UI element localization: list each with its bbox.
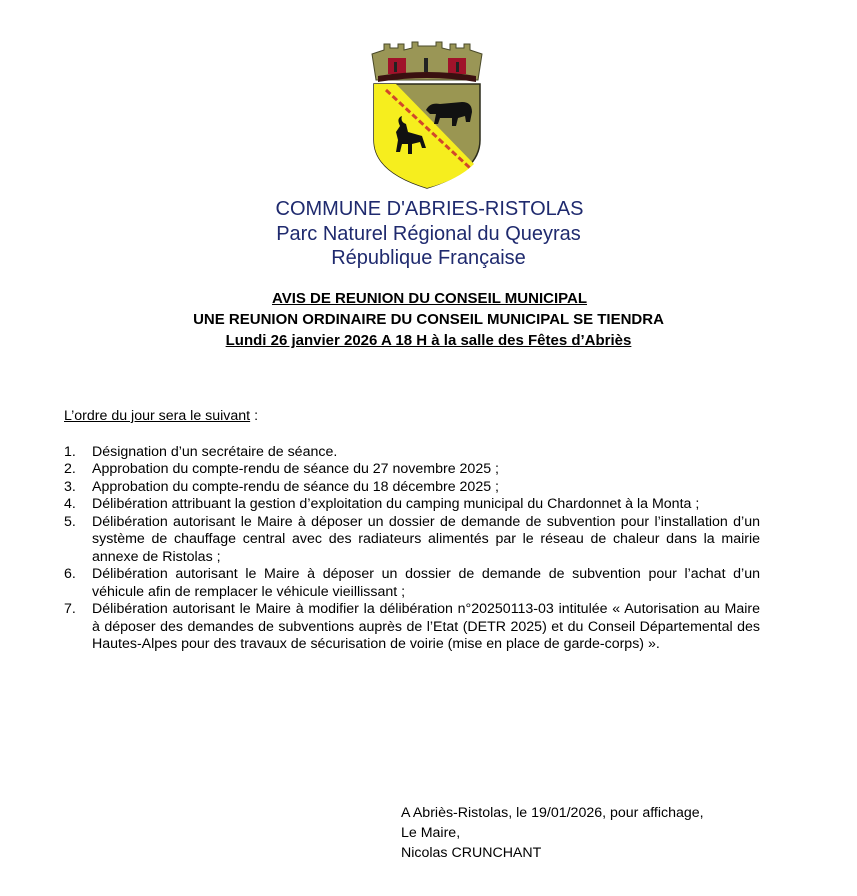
signature-name: Nicolas CRUNCHANT [401, 845, 542, 861]
notice-subtitle: UNE REUNION ORDINAIRE DU CONSEIL MUNICIPAL SE TIENDRA [193, 311, 664, 328]
agenda-item-number: 5. [64, 513, 76, 530]
park-name: Parc Naturel Régional du Queyras [276, 222, 581, 245]
commune-name: COMMUNE D'ABRIES-RISTOLAS [275, 198, 584, 220]
meeting-date: Lundi 26 janvier 2026 A 18 H à la salle des Fêtes d’Abriès [225, 332, 632, 349]
agenda-item [64, 514, 760, 567]
agenda-item-text: Délibération attribuant la gestion d’exploitation du camping municipal du Chardonnet à la Monta ; [92, 496, 700, 512]
coat-of-arms-icon [366, 40, 488, 190]
agenda-item-number: 2. [64, 461, 76, 477]
agenda-item-text: Délibération autorisant le Maire à modifier la délibération n°20250113-03 intitulée « Autorisation au Maire à déposer des demandes de subventions auprès de l’Etat (DETR 2025) et du Conseil Départemental des Hautes-Alpes pour des travaux de sécurisation de voirie (mise en place de garde-corps) ». [92, 601, 760, 652]
agenda-item-number: 3. [64, 478, 76, 495]
agenda-item [64, 461, 760, 479]
signature-role: Le Maire, [401, 825, 461, 841]
agenda-item-number: 6. [64, 566, 76, 582]
agenda-intro-colon: : [250, 408, 259, 424]
agenda-item [64, 601, 760, 654]
agenda-item-number: 7. [64, 601, 76, 617]
meeting-notice [0, 288, 857, 351]
agenda-item-number: 1. [64, 443, 76, 460]
agenda-item [64, 444, 760, 462]
republic-name: République Française [331, 247, 526, 269]
agenda-item [64, 496, 760, 514]
agenda-intro [64, 408, 760, 426]
agenda-item-text: Approbation du compte-rendu de séance du 18 décembre 2025 ; [92, 478, 499, 495]
agenda-list [64, 444, 760, 654]
agenda-item [64, 566, 760, 601]
commune-header [0, 197, 857, 271]
signature-block [401, 803, 704, 863]
agenda-item-number: 4. [64, 496, 76, 512]
agenda-item [64, 479, 760, 497]
agenda-item-text: Délibération autorisant le Maire à déposer un dossier de demande de subvention pour l’achat d’un véhicule afin de remplacer le véhicule vieillissant ; [92, 566, 760, 600]
agenda [64, 408, 760, 654]
agenda-intro-text: L’ordre du jour sera le suivant [64, 408, 251, 424]
notice-title: AVIS DE REUNION DU CONSEIL MUNICIPAL [271, 290, 588, 307]
agenda-item-text: Désignation d’un secrétaire de séance. [92, 443, 338, 460]
agenda-item-text: Délibération autorisant le Maire à déposer un dossier de demande de subvention pour l’installation d’un système de chauffage central avec des radiateurs alimentés par le réseau de chaleur dans la mairie annexe de Ristolas ; [92, 513, 760, 565]
signature-place-date: A Abriès-Ristolas, le 19/01/2026, pour affichage, [401, 805, 704, 821]
agenda-item-text: Approbation du compte-rendu de séance du 27 novembre 2025 ; [92, 461, 499, 477]
